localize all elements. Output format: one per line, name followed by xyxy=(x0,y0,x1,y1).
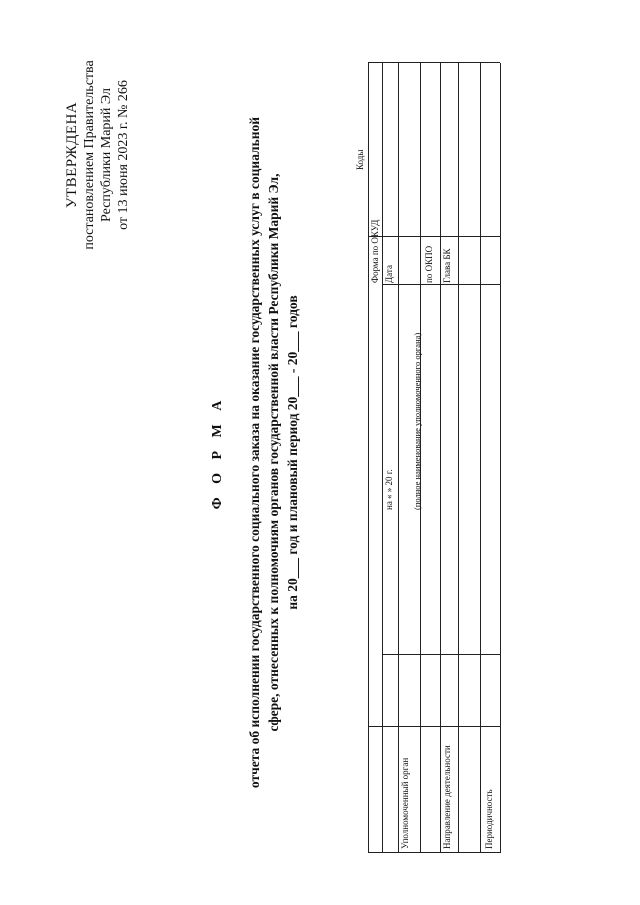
code-label-date: Дата xyxy=(384,265,394,283)
table-line xyxy=(368,852,500,853)
date-row-text: на « » 20 г. xyxy=(384,469,394,510)
code-label-okpo: по ОКПО xyxy=(424,245,434,283)
form-subtitle-line-2: сфере, отнесенных к полномочиям органов государственной власти Республики Марий Эл, xyxy=(266,173,281,732)
table-line xyxy=(382,654,500,655)
table-line xyxy=(368,726,500,727)
table-line xyxy=(398,63,399,853)
form-heading: Ф О Р М А xyxy=(210,395,225,510)
approval-line-1: постановлением Правительства xyxy=(82,60,97,250)
form-subtitle-line-1: отчета об исполнении государственного социального заказа на оказание государственных услуг в социальной xyxy=(247,116,262,789)
table-line xyxy=(480,63,481,853)
row-label-direction: Направление деятельности xyxy=(442,745,452,849)
table-line xyxy=(368,62,500,63)
row-label-periodicity: Периодичность xyxy=(484,789,494,849)
approval-line-3: от 13 июня 2023 г. № 266 xyxy=(116,80,131,230)
table-line xyxy=(500,63,501,853)
code-label-bk-chapter: Глава БК xyxy=(442,248,452,283)
approval-title: УТВЕРЖДЕНА xyxy=(64,101,80,209)
table-line xyxy=(382,63,383,853)
code-label-okud: Форма по ОКУД xyxy=(370,219,380,283)
form-subtitle-line-3: на 20___ год и плановый период 20___ - 20___ годов xyxy=(285,295,300,610)
approval-block xyxy=(64,25,132,285)
table-line xyxy=(382,284,500,285)
table-line xyxy=(368,236,500,237)
approval-line-2: Республики Марий Эл xyxy=(99,88,114,222)
table-line xyxy=(368,63,369,853)
table-line xyxy=(458,63,459,853)
codes-label: Коды xyxy=(355,149,365,170)
row-label-authority: Уполномоченный орган xyxy=(400,757,410,849)
org-caption: (полное наименование уполномоченного органа) xyxy=(412,332,422,510)
table-line xyxy=(440,63,441,853)
